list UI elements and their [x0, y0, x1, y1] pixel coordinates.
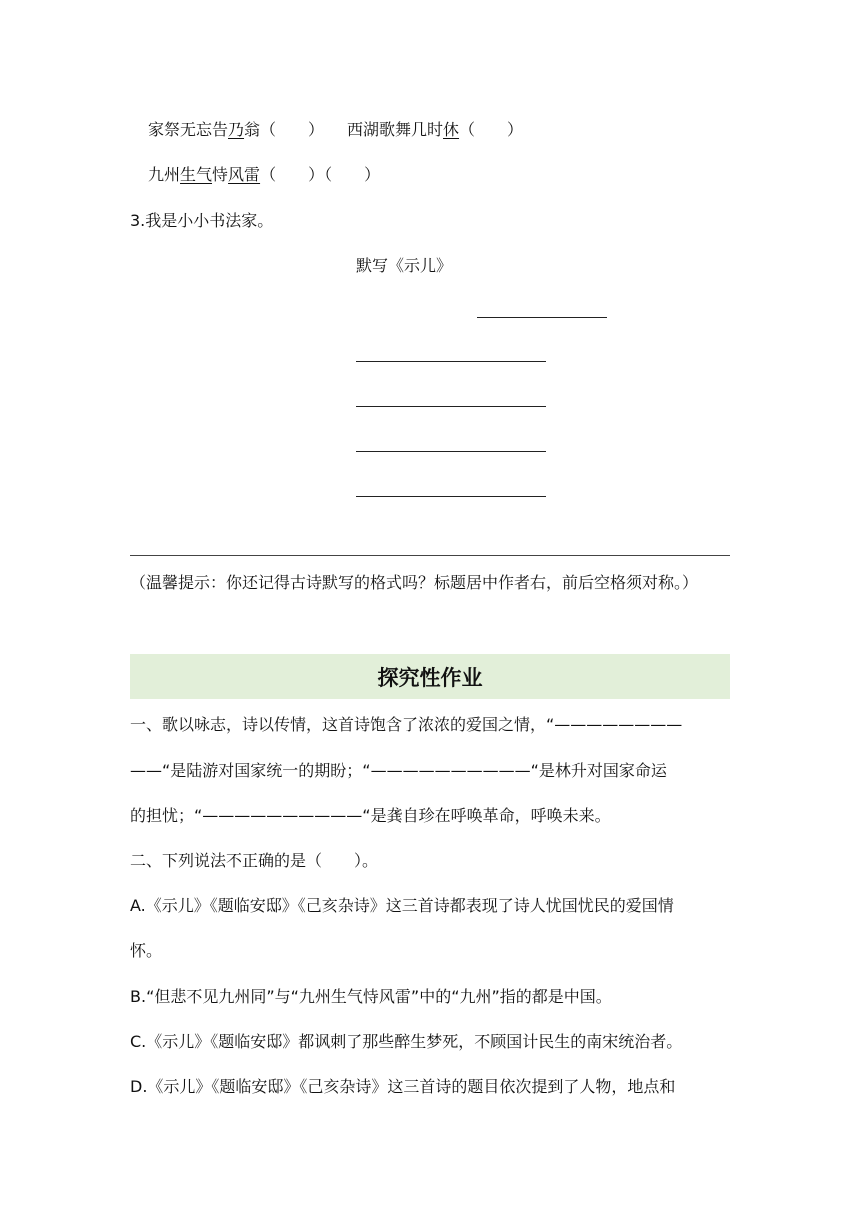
- poem-title: 默写《示儿》: [356, 256, 453, 275]
- text: 西湖歌舞几时: [347, 120, 444, 139]
- option-d: D.《示儿》《题临安邸》《己亥杂诗》这三首诗的题目依次提到了人物，地点和: [130, 1077, 676, 1096]
- underlined-char: 休: [443, 120, 460, 139]
- tip-text: （温馨提示：你还记得古诗默写的格式吗？标题居中作者右，前后空格须对称。）: [130, 573, 699, 592]
- option-b: B.“但悲不见九州同”与“九州生气恃风雷”中的“九州”指的都是中国。: [130, 987, 612, 1006]
- underlined-word: 生气: [180, 165, 213, 184]
- poem-writing-line-2[interactable]: [356, 406, 546, 407]
- underlined-char: 乃: [228, 120, 245, 139]
- word-item-shengqi-fenglei: [148, 162, 380, 185]
- q1-line-1: 一、歌以咏志，诗以传情，这首诗饱含了浓浓的爱国之情，“————————: [130, 715, 683, 734]
- section-banner: [130, 654, 730, 699]
- section-title: 探究性作业: [377, 665, 483, 690]
- word-item-xiu: [347, 117, 523, 140]
- text: 九州: [148, 165, 181, 184]
- text: 翁（ ）: [244, 120, 325, 139]
- option-a-line-2: 怀。: [130, 941, 163, 960]
- text: （ ）（ ）: [260, 165, 381, 184]
- underlined-word: 风雷: [228, 165, 261, 184]
- q1-line-2: ——“是陆游对国家统一的期盼；“——————————“是林升对国家命运: [130, 761, 667, 780]
- option-c: C.《示儿》《题临安邸》都讽刺了那些醉生梦死，不顾国计民生的南宋统治者。: [130, 1032, 683, 1051]
- text: 家祭无忘告: [148, 120, 229, 139]
- q1-line-3: 的担忧；“——————————“是龚自珍在呼唤革命，呼唤未来。: [130, 806, 611, 825]
- poem-writing-line-1[interactable]: [356, 361, 546, 362]
- text: （ ）: [459, 120, 524, 139]
- author-writing-line[interactable]: [477, 317, 607, 318]
- q2-stem: 二、下列说法不正确的是（ ）。: [130, 851, 379, 870]
- option-a-line-1: A.《示儿》《题临安邸》《己亥杂诗》这三首诗都表现了诗人忧国忧民的爱国情: [130, 896, 674, 915]
- poem-writing-line-4[interactable]: [356, 496, 546, 497]
- question-3-heading: 3.我是小小书法家。: [130, 211, 274, 230]
- text: 恃: [212, 165, 229, 184]
- poem-writing-line-3[interactable]: [356, 451, 546, 452]
- divider: [130, 555, 730, 556]
- word-item-naiweng: [148, 117, 324, 140]
